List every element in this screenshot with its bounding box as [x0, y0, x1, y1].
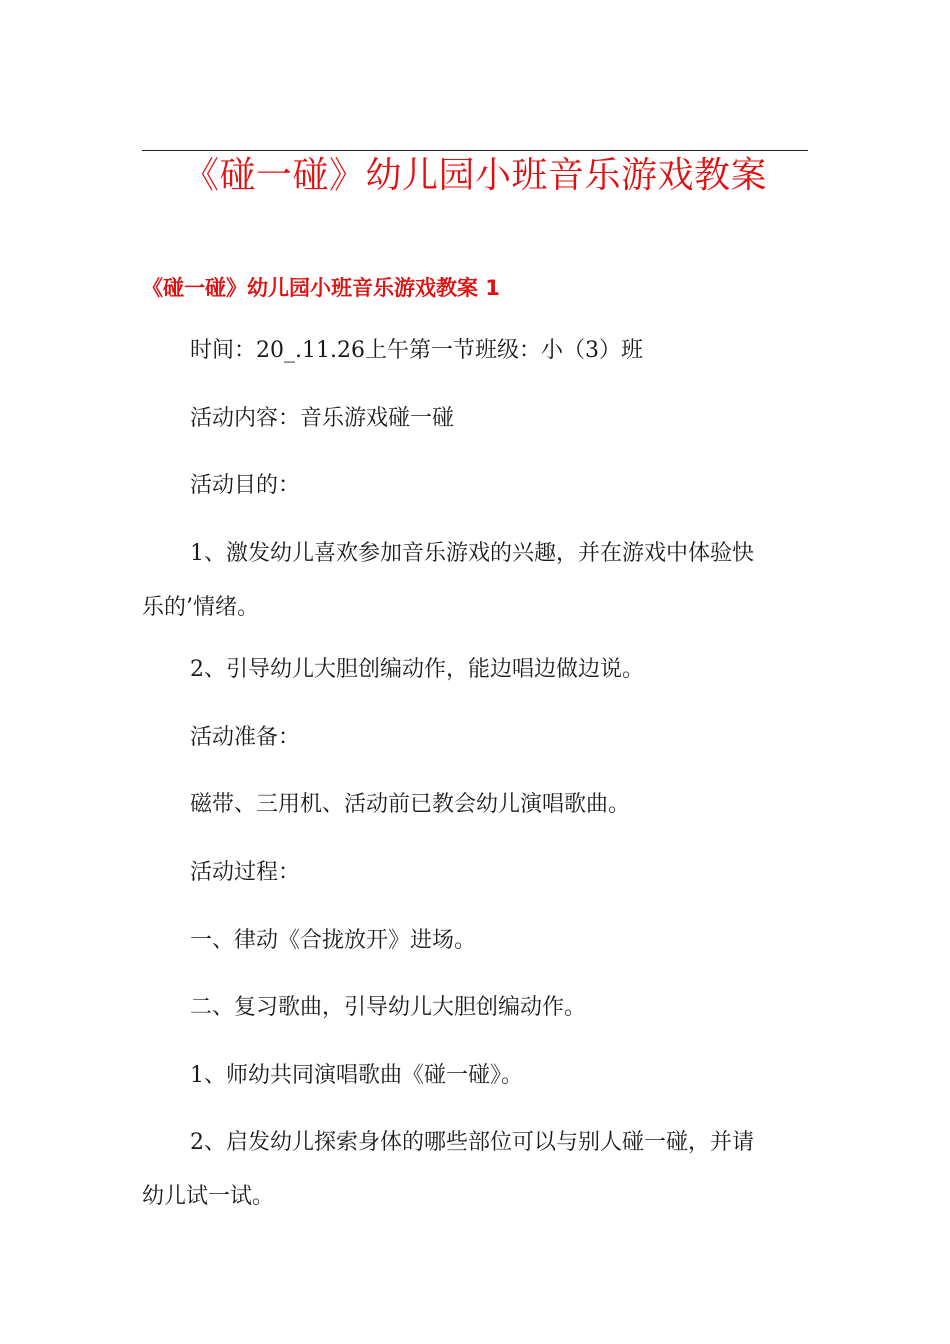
paragraph-prep-label	[142, 711, 802, 765]
paragraph-goal-label	[142, 459, 802, 513]
paragraph-step-2-2	[142, 1116, 802, 1224]
paragraph-process-label	[142, 846, 802, 900]
header-rule	[142, 150, 808, 151]
paragraph-text: 二、复习歌曲，引导幼儿大胆创编动作。	[190, 995, 587, 1020]
paragraph-line: 幼儿试一试。	[142, 1184, 275, 1209]
paragraph-text: 1、激发幼儿喜欢参加音乐游戏的兴趣，并在游戏中体验快	[190, 541, 754, 566]
document-title: 《碰一碰》幼儿园小班音乐游戏教案	[182, 155, 767, 196]
paragraph-content	[142, 392, 802, 446]
paragraph-text: 1、师幼共同演唱歌曲《碰一碰》。	[190, 1063, 523, 1088]
paragraph-line	[142, 527, 802, 581]
paragraph-step-2-1	[142, 1049, 802, 1103]
paragraph-goal-2	[142, 643, 802, 697]
paragraph-text: 活动准备：	[190, 725, 301, 750]
paragraph-time	[142, 324, 802, 378]
paragraph-prep	[142, 778, 802, 832]
paragraph-goal-1	[142, 527, 802, 635]
paragraph-line	[142, 1116, 802, 1170]
paragraph-text: 一、律动《合拢放开》进场。	[190, 928, 477, 953]
paragraph-text: 2、启发幼儿探索身体的哪些部位可以与别人碰一碰，并请	[190, 1130, 754, 1155]
paragraph-text: 活动目的：	[190, 473, 301, 498]
paragraph-text: 磁带、三用机、活动前已教会幼儿演唱歌曲。	[190, 792, 631, 817]
paragraph-text: 2、引导幼儿大胆创编动作，能边唱边做边说。	[190, 657, 644, 682]
paragraph-text: 活动内容：音乐游戏碰一碰	[190, 406, 455, 431]
paragraph-text: 活动过程：	[190, 860, 301, 885]
paragraph-step-2	[142, 981, 802, 1035]
paragraph-text: 时间：20_.11.26上午第一节班级：小（3）班	[190, 338, 643, 363]
paragraph-step-1	[142, 914, 802, 968]
paragraph-line: 乐的’情绪。	[142, 595, 259, 620]
section-heading: 《碰一碰》幼儿园小班音乐游戏教案 1	[142, 276, 500, 300]
